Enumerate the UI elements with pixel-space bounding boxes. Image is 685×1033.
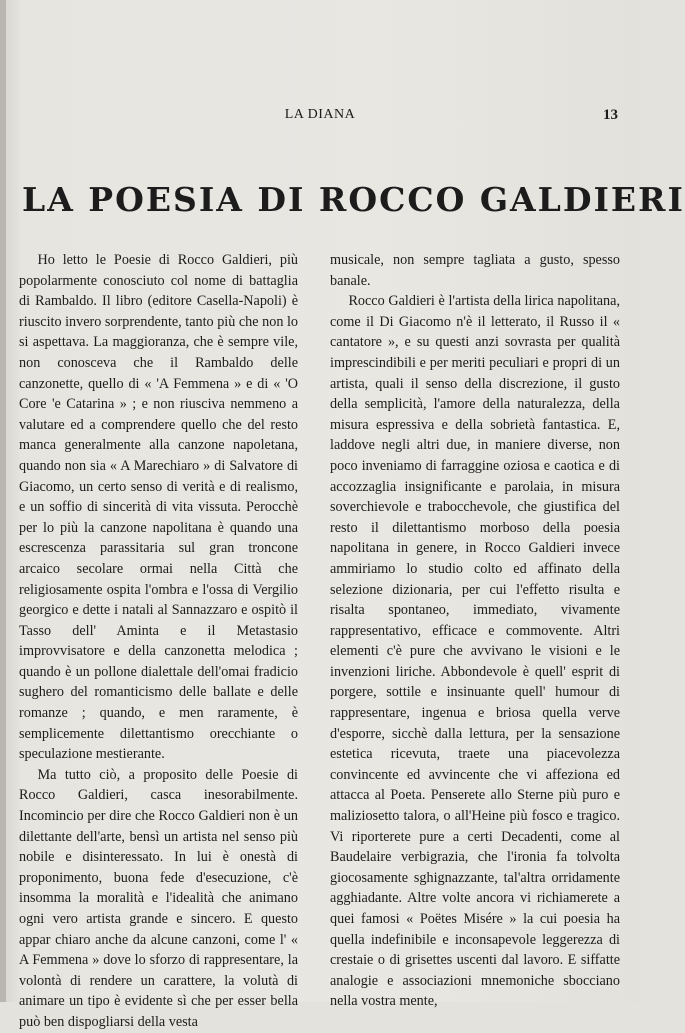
right-text-column xyxy=(330,250,620,1012)
paragraph: Ho letto le Poesie di Rocco Galdieri, più popolarmente conosciuto col nome di battaglia di Rambaldo. Il libro (editore Casella-Napoli) è riuscito invero sorprendente, tanto più che non lo si aspettava. La maggioranza, che è sempre vile, non conosceva che il Rambaldo delle canzonette, quello di « 'A Femmena » e di « 'O Core 'e Catarina » ; e non riusciva nemmeno a valutare ed a comprendere quello che del resto manca generalmente alla canzone napoletana, quando non sia « A Marechiaro » di Salvatore di Giacomo, un certo senso di verità e di realismo, e un soffio di sincerità di vita vissuta. Perocchè per lo più la canzone napolitana è quando una escrescenza parassitaria sul gran troncone arcaico secolare ormai nella Città che religiosamente ospita l'ombra e l'ossa di Vergilio georgico e dette i natali al Sannazzaro e ospitò il Tasso dell' Aminta e il Metastasio improvvisatore e della canzonetta melodica ; quando è un pollone dialettale dell'omai fradicio sughero del romanticismo delle ballate e delle romanze ; quando, e men raramente, è semplicemente dilettantismo orecchiante o speculazione mestierante. xyxy=(19,252,298,763)
left-text-column xyxy=(19,250,298,1033)
article-title: LA POESIA DI ROCCO GALDIERI xyxy=(22,180,685,219)
running-header xyxy=(0,107,640,127)
paragraph: Ma tutto ciò, a proposito delle Poesie di Rocco Galdieri, casca inesorabilmente. Incomincio per dire che Rocco Galdieri non è un dilettante dell'arte, bensì un artista nel senso più nobile e disinteressato. In lui è onestà di proponimento, buona fede d'esecuzione, c'è insomma la moralità e l'idealità che animano ogni vero artista grande e sincero. E questo appar chiaro anche da alcune canzoni, come l' « A Femmena » dove lo sforzo di rappresentare, la volontà di rendere un carattere, la volutà di animare un tipo è evidente sì che per esser bella può ben dispogliarsi della vesta xyxy=(19,766,298,1030)
page-number: 13 xyxy=(603,107,618,123)
paragraph-continuation: musicale, non sempre tagliata a gusto, spesso banale. xyxy=(330,252,620,289)
paragraph: Rocco Galdieri è l'artista della lirica napolitana, come il Di Giacomo n'è il letterato, il Russo il « cantatore », e su questi anzi sovrasta per qualità imprescindibili e per meriti peculiari e propri di un artista, quali il senso della discrezione, il gusto della semplicità, l'amore della naturalezza, della misura espressiva e della sobrietà fantastica. E, laddove negli altri due, in maniere diverse, non poco inveniamo di farraggine oziosa e caotica e di accozzaglia insignificante e parolaia, in misura soverchievole e trabocchevole, che giustifica del resto il dilettantismo morboso della poesia napolitana in genere, in Rocco Galdieri invece ammiriamo lo studio colto ed affinato della selezione dizionaria, per cui l'effetto risulta e risalta spontaneo, immediato, vivamente rappresentativo, efficace e commovente. Altri elementi c'è pure che avvivano le visioni e le invenzioni liriche. Abbondevole è quell' esprit di porgere, sottile e insinuante quell' humour di rappresentare, ingenua e briosa quella verve d'esporre, sicchè dalla lettura, per la sensazione estetica ricevuta, traete una piacevolezza convincente ed avvincente che vi affeziona ed attacca al Poeta. Penserete allo Sterne più puro e maliziosetto talora, o all'Heine più fosco e tragico. Vi riporterete pure a certi Decadenti, come al Baudelaire verbigrazia, che l'ironia fa tolvolta giocosamente sghignazzante, tal'altra orridamente agghiadante. Altre volte ancora vi richiamerete a quei famosi « Poëtes Misére » la cui poesia ha quella indefinibile e inconsapevole leggerezza di crestaie o di grisettes uscenti dal lavoro. E siffatte analogie e associazioni mnemoniche sbocciano nella vostra mente, xyxy=(330,293,620,1010)
running-title: LA DIANA xyxy=(284,107,356,122)
book-spine-shadow xyxy=(0,0,6,1002)
